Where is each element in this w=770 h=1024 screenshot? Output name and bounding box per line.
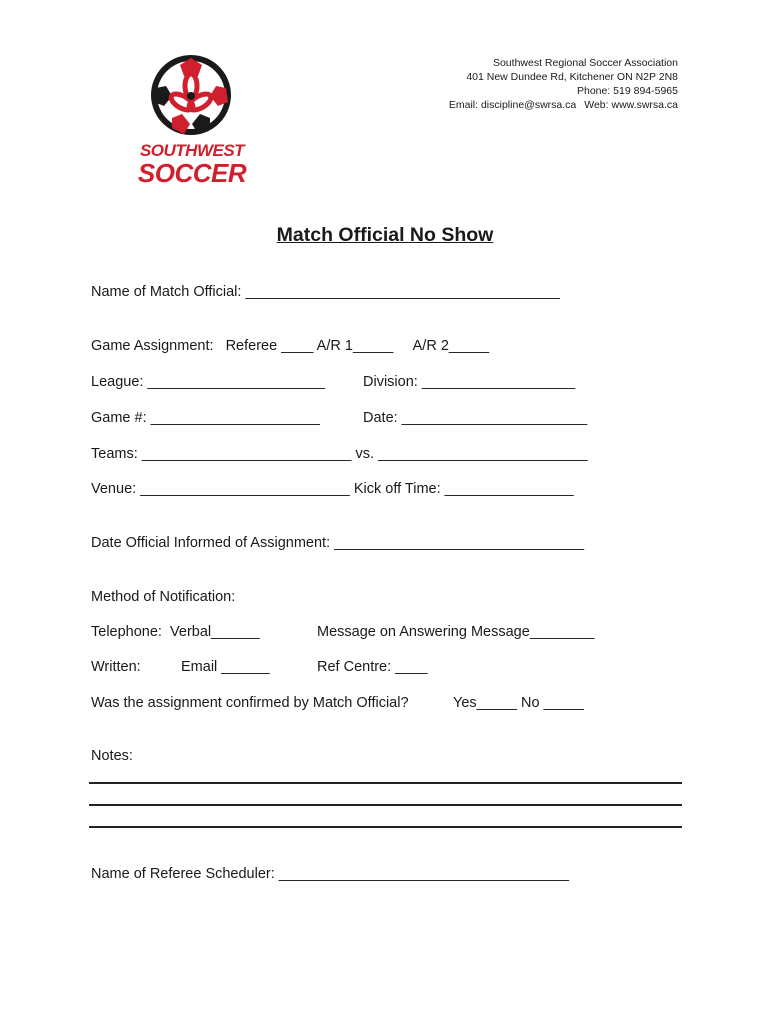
division-field[interactable]: Division: ___________________ [363,374,576,390]
email-field[interactable]: Email ______ [181,659,270,675]
notes-label: Notes: [91,748,133,764]
ref-centre-field[interactable]: Ref Centre: ____ [317,659,428,675]
telephone-verbal-field[interactable]: Telephone: Verbal______ [91,624,260,640]
association-phone: Phone: 519 894-5965 [576,85,678,97]
game-assignment-field[interactable]: Game Assignment: Referee ____ A/R 1_____ A/R 2_____ [91,338,490,354]
game-number-field[interactable]: Game #: _____________________ [91,410,320,426]
league-field[interactable]: League: ______________________ [91,374,325,390]
written-label: Written: [91,659,141,675]
association-name: Southwest Regional Soccer Association [492,57,678,69]
page-title: Match Official No Show [276,224,494,246]
association-web: Web: www.swrsa.ca [584,99,678,111]
referee-scheduler-field[interactable]: Name of Referee Scheduler: ____________________________________ [91,866,570,882]
method-label: Method of Notification: [91,589,236,605]
date-field[interactable]: Date: _______________________ [363,410,588,426]
date-informed-field[interactable]: Date Official Informed of Assignment: _______________________________ [91,535,585,551]
brand-wordmark [134,142,250,186]
notes-line-3[interactable] [89,826,682,828]
name-of-official-field[interactable]: Name of Match Official: _______________________________________ [91,284,560,300]
association-contact [449,56,678,112]
association-address: 401 New Dundee Rd, Kitchener ON N2P 2N8 [466,71,678,83]
venue-field[interactable]: Venue: __________________________ Kick off Time: ________________ [91,481,574,497]
notes-line-2[interactable] [89,804,682,806]
brand-line-1: SOUTHWEST [139,141,245,160]
answering-message-field[interactable]: Message on Answering Message________ [317,624,595,640]
confirmed-question: Was the assignment confirmed by Match Official? [91,695,409,711]
teams-field[interactable]: Teams: __________________________ vs. __________________________ [91,446,588,462]
notes-line-1[interactable] [89,782,682,784]
association-email: Email: discipline@swrsa.ca [448,99,577,111]
association-email-web [449,98,678,112]
yes-no-field[interactable]: Yes_____ No _____ [453,695,584,711]
brand-line-2: SOCCER [137,158,247,188]
